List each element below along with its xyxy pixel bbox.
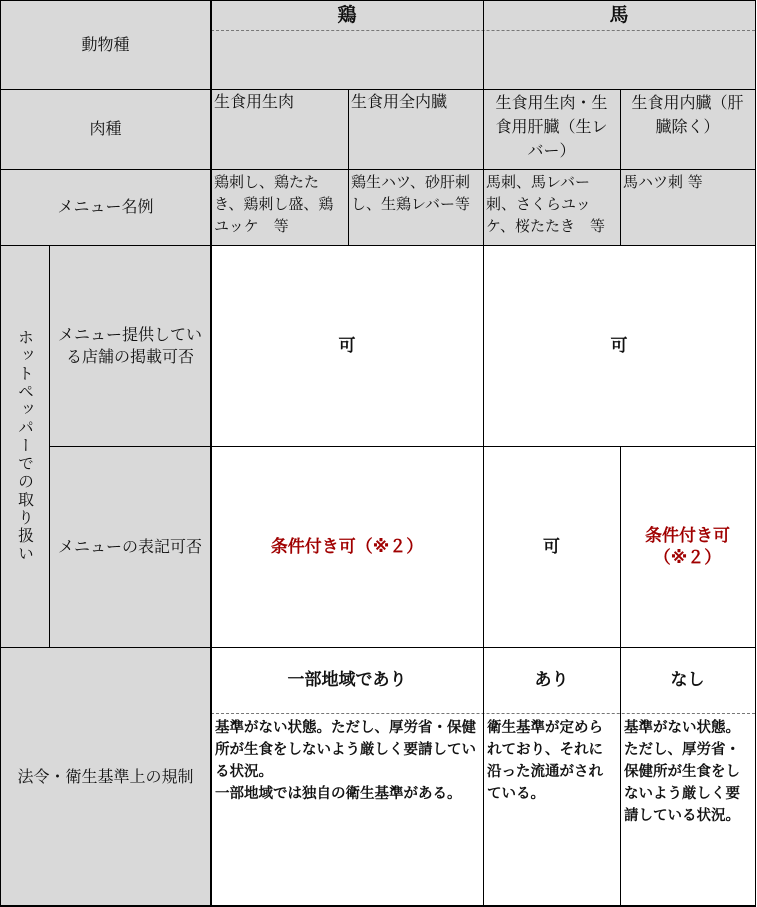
menu-example-horse-organs	[620, 169, 755, 245]
meat-type-horse-organs	[620, 89, 755, 169]
horse-header-blank	[483, 30, 755, 89]
listing-chicken-text: 可	[338, 335, 356, 356]
notation-horse-organs-line2: （※２）	[653, 547, 722, 568]
grid-line	[49, 245, 50, 647]
regulation-horse-meat-note-text: 衛生基準が定められており、それに沿った流通がされている。	[487, 720, 603, 802]
menu-example-chicken-organs	[348, 169, 483, 245]
listing-permission-label	[49, 245, 211, 446]
regulation-chicken-note	[211, 713, 483, 907]
meat-type-chicken-meat	[211, 89, 348, 169]
meat-type-horse-meat-text: 生食用生肉・生食用肝臓（生レバー）	[495, 93, 608, 160]
menu-example-chicken-meat-text: 鶏刺し、鶏たたき、鶏刺し盛、鶏ユッケ 等	[214, 173, 334, 235]
grid-line	[348, 89, 349, 245]
chicken-header	[211, 0, 483, 30]
menu-example-chicken-organs-text: 鶏生ハツ、砂肝刺し、生鶏レバー等	[351, 173, 470, 213]
horse-header	[483, 0, 755, 30]
animal-type-label-text: 動物種	[81, 34, 130, 54]
grid-line	[0, 169, 755, 170]
regulation-chicken-note-2: 一部地域では独自の衛生基準がある。	[215, 786, 462, 802]
meat-type-chicken-organs	[348, 89, 483, 169]
meat-type-horse-meat	[483, 89, 620, 169]
meat-type-label	[0, 89, 211, 169]
grid-line	[755, 0, 756, 907]
hotpepper-handling-label	[0, 245, 49, 647]
regulation-horse-organs-note	[620, 713, 755, 907]
grid-line	[0, 0, 756, 1]
regulation-label-text: 法令・衛生基準上の規制	[17, 767, 194, 786]
horse-header-text: 馬	[609, 4, 629, 26]
regulation-chicken-status-text: 一部地域であり	[287, 670, 407, 690]
meat-type-horse-organs-text: 生食用内臓（肝臓除く）	[631, 93, 744, 136]
regulation-horse-meat-note	[483, 713, 620, 907]
grid-line	[483, 0, 484, 907]
regulation-chicken-status	[211, 647, 483, 713]
grid-line	[0, 89, 755, 90]
menu-example-horse-meat	[483, 169, 620, 245]
menu-example-label-text: メニュー名例	[57, 197, 154, 216]
notation-horse-meat-text: 可	[543, 536, 560, 557]
grid-line	[0, 0, 1, 907]
notation-chicken-text: 条件付き可（※２）	[270, 536, 424, 557]
menu-example-chicken-meat	[211, 169, 348, 245]
menu-example-label	[0, 169, 211, 245]
notation-horse-organs	[620, 446, 755, 647]
listing-chicken	[211, 245, 483, 446]
menu-example-horse-meat-text: 馬刺、馬レバー刺、さくらユッケ、桜たたき 等	[486, 173, 605, 235]
notation-permission-label	[49, 446, 211, 647]
grid-line	[620, 446, 621, 907]
meat-type-label-text: 肉種	[89, 119, 122, 138]
regulation-label	[0, 647, 211, 907]
grid-line	[620, 89, 621, 245]
listing-horse	[483, 245, 755, 446]
chicken-header-text: 鶏	[337, 4, 357, 26]
meat-type-chicken-organs-text: 生食用全内臓	[351, 92, 448, 111]
grid-line	[49, 446, 755, 447]
regulation-horse-organs-status	[620, 647, 755, 713]
notation-horse-meat	[483, 446, 620, 647]
regulation-horse-organs-note-text: 基準がない状態。ただし、厚労省・保健所が生食をしないよう厳しく要請している状況。	[624, 720, 740, 824]
animal-type-label	[0, 0, 211, 89]
regulation-chicken-note-1: 基準がない状態。ただし、厚労省・保健所が生食をしないよう厳しく要請している状況。	[215, 720, 476, 780]
regulation-horse-meat-status-text: あり	[534, 670, 569, 690]
notation-permission-text: メニューの表記可否	[57, 536, 202, 556]
listing-horse-text: 可	[610, 335, 628, 356]
grid-line	[0, 647, 755, 648]
listing-permission-text: メニュー提供している店舗の掲載可否	[57, 324, 202, 366]
meat-type-chicken-meat-text: 生食用生肉	[214, 92, 295, 111]
chicken-header-blank	[211, 30, 483, 89]
grid-line	[0, 245, 755, 246]
regulation-horse-organs-status-text: なし	[670, 670, 705, 690]
regulation-horse-meat-status	[483, 647, 620, 713]
notation-horse-organs-line1: 条件付き可	[645, 525, 730, 546]
hotpepper-handling-text: ホットペッパーでの取り扱い	[15, 329, 35, 563]
notation-chicken	[211, 446, 483, 647]
menu-example-horse-organs-text: 馬ハツ刺 等	[623, 173, 703, 191]
grid-line	[210, 0, 212, 907]
